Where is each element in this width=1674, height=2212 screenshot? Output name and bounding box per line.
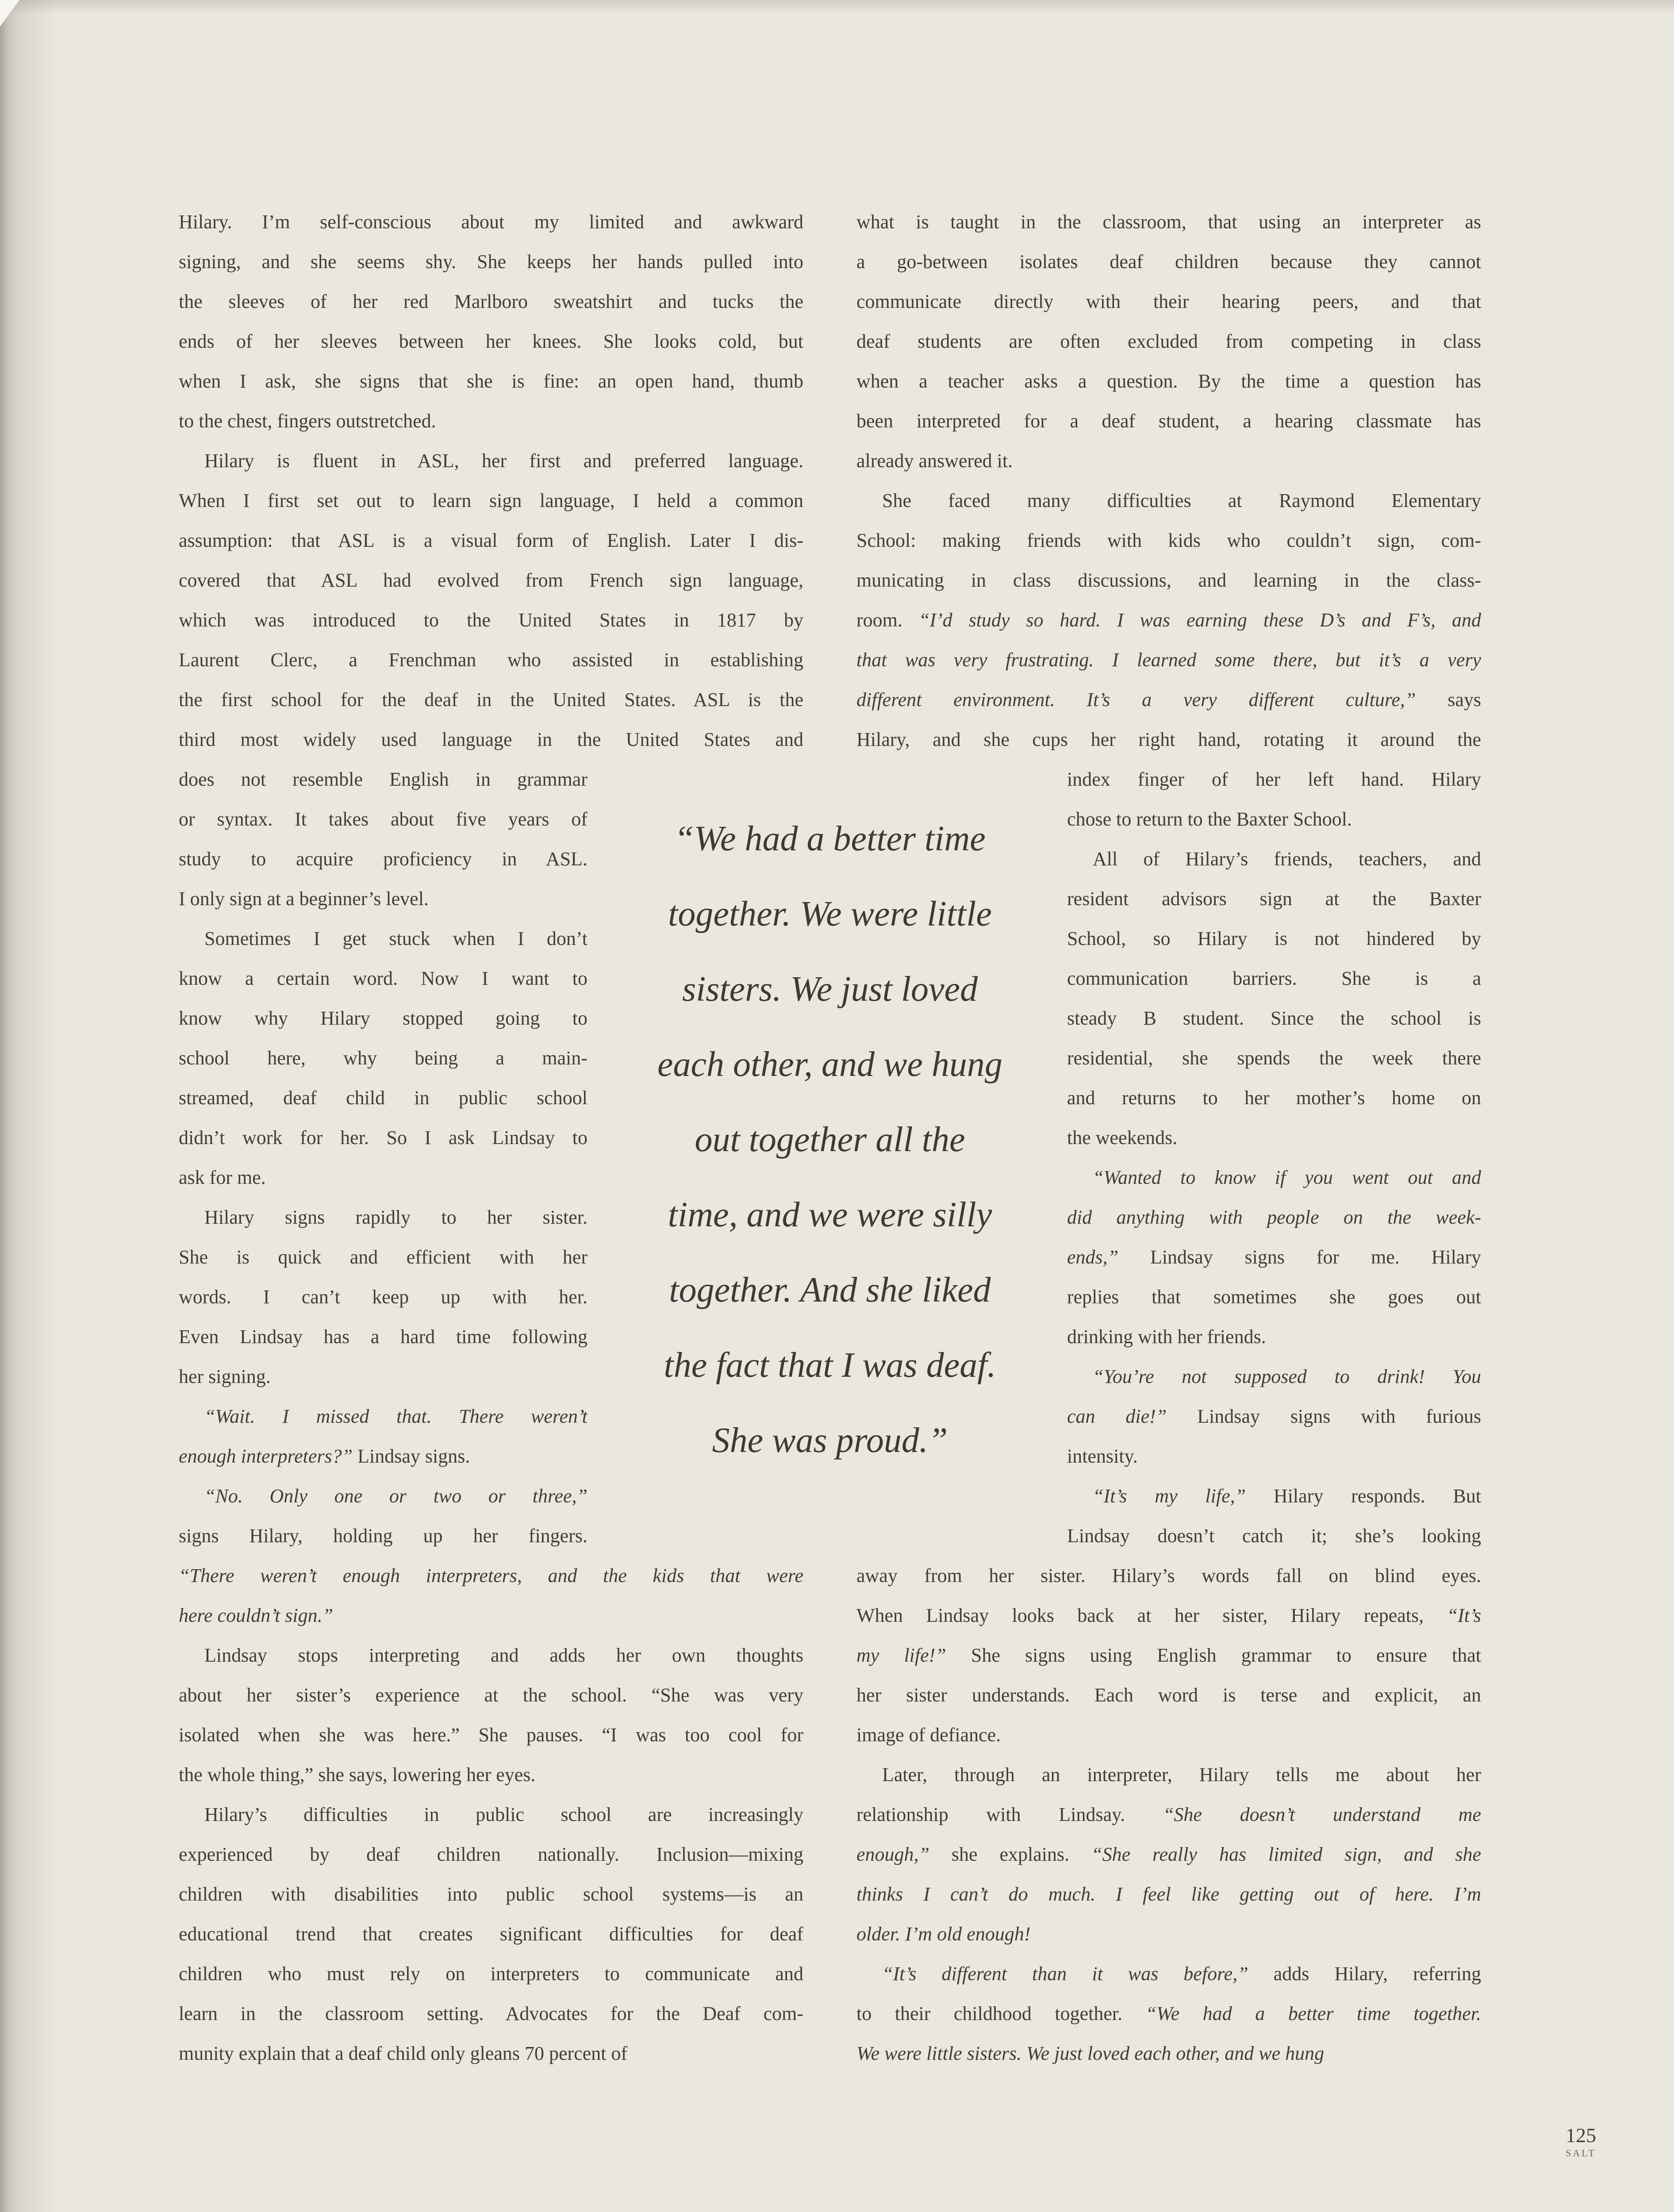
text-line [856, 441, 1481, 480]
text-run: the first school for the deaf in the United States. ASL is the [179, 688, 803, 710]
text-run: relationship with Lindsay. [856, 1803, 1163, 1825]
text-line [179, 1317, 587, 1356]
text-run-italic: enough interpreters?” [179, 1445, 353, 1467]
text-line [179, 1197, 587, 1237]
text-run: children with disabilities into public school systems—is an [179, 1883, 803, 1905]
text-line [179, 839, 587, 879]
text-line [856, 1675, 1481, 1715]
text-line [856, 1555, 1481, 1595]
text-line [856, 1715, 1481, 1755]
text-line [856, 1794, 1481, 1834]
text-line [856, 560, 1481, 600]
text-line [856, 1635, 1481, 1675]
text-run: School: making friends with kids who couldn’t sign, com- [856, 529, 1481, 551]
text-run-italic: here couldn’t sign.” [179, 1604, 334, 1626]
text-run: to their childhood together. [856, 2002, 1146, 2024]
text-line [856, 1834, 1481, 1874]
text-line [179, 1516, 587, 1555]
text-run: Lindsay signs with furious [1167, 1405, 1481, 1427]
text-line [179, 1555, 803, 1595]
text-line [856, 1755, 1481, 1794]
text-run: chose to return to the Baxter School. [1067, 808, 1352, 830]
text-line [179, 242, 803, 281]
text-run: the sleeves of her red Marlboro sweatshirt and tucks the [179, 290, 803, 312]
text-line [179, 1476, 587, 1516]
text-line [179, 441, 803, 480]
text-run: When I first set out to learn sign language, I held a common [179, 489, 803, 511]
text-run: Later, through an interpreter, Hilary tells me about her [882, 1763, 1481, 1786]
text-run: know a certain word. Now I want to [179, 967, 587, 989]
text-run: School, so Hilary is not hindered by [1067, 927, 1481, 949]
text-run: municating in class discussions, and learning in the class- [856, 569, 1481, 591]
text-line [179, 1794, 803, 1834]
pull-quote [584, 801, 1076, 1478]
text-run: didn’t work for her. So I ask Lindsay to [179, 1126, 587, 1148]
text-run: away from her sister. Hilary’s words fall on blind eyes. [856, 1564, 1481, 1586]
text-run: know why Hilary stopped going to [179, 1007, 587, 1029]
text-run: learn in the classroom setting. Advocates for the Deaf com- [179, 2002, 803, 2024]
text-run: residential, she spends the week there [1067, 1047, 1481, 1069]
text-line [856, 1914, 1481, 1954]
text-line [179, 1277, 587, 1317]
text-run: ask for me. [179, 1166, 266, 1188]
text-line [1067, 1476, 1481, 1516]
text-run-italic: “You’re not supposed to drink! You [1093, 1365, 1481, 1387]
text-run-italic: “We had a better time together. [1145, 2002, 1481, 2024]
text-run: Hilary’s difficulties in public school are increasingly [204, 1803, 803, 1825]
text-run: isolated when she was here.” She pauses. “I was too cool for [179, 1724, 803, 1746]
text-run: munity explain that a deaf child only gleans 70 percent of [179, 2042, 628, 2064]
text-line [179, 560, 803, 600]
text-line [179, 799, 587, 839]
text-run: She signs using English grammar to ensure that [946, 1644, 1481, 1666]
text-line [179, 1118, 587, 1157]
text-run-italic: ends,” [1067, 1246, 1119, 1268]
text-line [1067, 839, 1481, 879]
text-line [179, 520, 803, 560]
text-run: signs Hilary, holding up her fingers. [179, 1525, 587, 1547]
text-run: intensity. [1067, 1445, 1138, 1467]
text-run: deaf students are often excluded from competing in class [856, 330, 1481, 352]
text-line [1067, 1118, 1481, 1157]
text-run: Sometimes I get stuck when I don’t [204, 927, 587, 949]
text-line [856, 321, 1481, 361]
text-run-italic: different environment. It’s a very different culture,” [856, 688, 1416, 710]
text-run: All of Hilary’s friends, teachers, and [1093, 848, 1481, 870]
text-run: communication barriers. She is a [1067, 967, 1481, 989]
text-line [179, 480, 803, 520]
text-line [1067, 958, 1481, 998]
text-line [856, 202, 1481, 242]
text-run: educational trend that creates significant difficulties for deaf [179, 1923, 803, 1945]
text-run: when a teacher asks a question. By the time a question has [856, 370, 1481, 392]
text-line [1067, 1038, 1481, 1078]
text-run: Hilary. I’m self-conscious about my limited and awkward [179, 211, 803, 233]
text-run: experienced by deaf children nationally. Inclusion—mixing [179, 1843, 803, 1865]
text-line [179, 1675, 803, 1715]
text-line [856, 361, 1481, 401]
text-run: about her sister’s experience at the school. “She was very [179, 1684, 803, 1706]
text-run: image of defiance. [856, 1724, 1001, 1746]
text-run: Hilary is fluent in ASL, her first and preferred language. [204, 449, 803, 472]
text-run: children who must rely on interpreters to communicate and [179, 1962, 803, 1985]
scan-corner-sliver [0, 0, 19, 27]
text-run: steady B student. Since the school is [1067, 1007, 1481, 1029]
text-line [1067, 1078, 1481, 1118]
text-run: study to acquire proficiency in ASL. [179, 848, 587, 870]
text-line [1067, 1277, 1481, 1317]
pull-quote-line: together. We were little [668, 894, 992, 933]
text-line [179, 1715, 803, 1755]
text-run: Lindsay doesn’t catch it; she’s looking [1067, 1525, 1481, 1547]
text-line [179, 680, 803, 719]
pull-quote-line: sisters. We just loved [682, 969, 978, 1009]
text-run: Lindsay stops interpreting and adds her own thoughts [204, 1644, 803, 1666]
text-run-italic: older. I’m old enough! [856, 1923, 1031, 1945]
text-run: what is taught in the classroom, that using an interpreter as [856, 211, 1481, 233]
text-line [856, 719, 1481, 759]
text-line [856, 520, 1481, 560]
text-run: replies that sometimes she goes out [1067, 1286, 1481, 1308]
text-run: I only sign at a beginner’s level. [179, 887, 429, 910]
text-line [179, 1237, 587, 1277]
text-run: Hilary signs rapidly to her sister. [204, 1206, 587, 1228]
text-line [856, 1954, 1481, 1993]
pull-quote-line: time, and we were silly [668, 1194, 992, 1234]
text-run-italic: my life!” [856, 1644, 946, 1666]
text-line [856, 640, 1481, 680]
text-line [179, 1834, 803, 1874]
pull-quote-line: together. And she liked [669, 1270, 991, 1310]
text-line [179, 759, 587, 799]
text-line [179, 879, 587, 918]
folio [1566, 2124, 1596, 2159]
text-run-italic: “It’s [1447, 1604, 1481, 1626]
text-run-italic: “It’s my life,” [1093, 1485, 1246, 1507]
text-line [179, 1157, 587, 1197]
text-run: her signing. [179, 1365, 271, 1387]
text-run: She is quick and efficient with her [179, 1246, 587, 1268]
text-run-italic: did anything with people on the week- [1067, 1206, 1481, 1228]
text-line [179, 1993, 803, 2033]
text-run: does not resemble English in grammar [179, 768, 587, 790]
text-run-italic: “Wanted to know if you went out and [1093, 1166, 1481, 1188]
text-line [1067, 1516, 1481, 1555]
text-run-italic: enough,” [856, 1843, 929, 1865]
text-line [856, 1874, 1481, 1914]
scan-edge-shadow-left [0, 0, 57, 2212]
text-run: school here, why being a main- [179, 1047, 587, 1069]
text-run-italic: thinks I can’t do much. I feel like getting out of here. I’m [856, 1883, 1481, 1905]
text-run: she explains. [929, 1843, 1092, 1865]
text-line [179, 918, 587, 958]
text-run: which was introduced to the United States in 1817 by [179, 609, 803, 631]
text-run-italic: “There weren’t enough interpreters, and the kids that were [179, 1564, 803, 1586]
text-line [856, 242, 1481, 281]
pull-quote-line: out together all the [695, 1119, 965, 1159]
text-run: Lindsay signs for me. Hilary [1118, 1246, 1481, 1268]
text-run: already answered it. [856, 449, 1013, 472]
text-run: drinking with her friends. [1067, 1325, 1266, 1348]
text-line [179, 1396, 587, 1436]
text-run: ends of her sleeves between her knees. She looks cold, but [179, 330, 803, 352]
text-line [179, 1595, 803, 1635]
text-line [1067, 1197, 1481, 1237]
text-run: the whole thing,” she says, lowering her eyes. [179, 1763, 536, 1786]
text-run: Hilary responds. But [1246, 1485, 1481, 1507]
text-run: words. I can’t keep up with her. [179, 1286, 587, 1308]
text-line [856, 680, 1481, 719]
text-run: When Lindsay looks back at her sister, Hilary repeats, [856, 1604, 1447, 1626]
text-run: a go-between isolates deaf children because they cannot [856, 250, 1481, 273]
text-line [179, 1635, 803, 1675]
text-run: streamed, deaf child in public school [179, 1087, 587, 1109]
text-run-italic: “Wait. I missed that. There weren’t [204, 1405, 587, 1427]
text-line [179, 1914, 803, 1954]
text-run-italic: “No. Only one or two or three,” [204, 1485, 587, 1507]
text-run: assumption: that ASL is a visual form of English. Later I dis- [179, 529, 803, 551]
text-run: index finger of her left hand. Hilary [1067, 768, 1481, 790]
text-line [179, 958, 587, 998]
text-run: the weekends. [1067, 1126, 1178, 1148]
text-run: when I ask, she signs that she is fine: an open hand, thumb [179, 370, 803, 392]
text-line [1067, 1237, 1481, 1277]
text-line [1067, 799, 1481, 839]
text-line [856, 281, 1481, 321]
text-run: and returns to her mother’s home on [1067, 1087, 1481, 1109]
text-run: signing, and she seems shy. She keeps her hands pulled into [179, 250, 803, 273]
text-run-italic: “It’s different than it was before,” [882, 1962, 1248, 1985]
text-run: communicate directly with their hearing peers, and that [856, 290, 1481, 312]
text-run-italic: that was very frustrating. I learned some there, but it’s a very [856, 649, 1481, 671]
text-line [179, 640, 803, 680]
text-line [179, 1038, 587, 1078]
text-line [179, 281, 803, 321]
text-line [179, 1356, 587, 1396]
text-run: Even Lindsay has a hard time following [179, 1325, 587, 1348]
text-run: covered that ASL had evolved from French sign language, [179, 569, 803, 591]
text-run: Hilary, and she cups her right hand, rotating it around the [856, 728, 1481, 750]
text-line [179, 998, 587, 1038]
text-line [856, 401, 1481, 441]
text-run: or syntax. It takes about five years of [179, 808, 587, 830]
text-line [1067, 918, 1481, 958]
text-line [179, 361, 803, 401]
text-line [179, 202, 803, 242]
text-line [179, 1078, 587, 1118]
text-line [179, 401, 803, 441]
text-line [856, 1993, 1481, 2033]
text-line [179, 321, 803, 361]
text-run-italic: can die!” [1067, 1405, 1167, 1427]
pull-quote-line: the fact that I was deaf. [664, 1345, 996, 1385]
pull-quote-line: She was proud.” [712, 1420, 948, 1460]
page-number: 125 [1566, 2124, 1596, 2147]
text-line [856, 1595, 1481, 1635]
imprint-label: SALT [1566, 2148, 1596, 2159]
text-line [1067, 1317, 1481, 1356]
text-line [1067, 1356, 1481, 1396]
text-run-italic: We were little sisters. We just loved each other, and we hung [856, 2042, 1325, 2064]
text-line [179, 1874, 803, 1914]
text-run: She faced many difficulties at Raymond Elementary [882, 489, 1481, 511]
text-run: Lindsay signs. [353, 1445, 470, 1467]
text-run: her sister understands. Each word is terse and explicit, an [856, 1684, 1481, 1706]
text-run: says [1416, 688, 1481, 710]
text-line [179, 719, 803, 759]
text-line [1067, 1396, 1481, 1436]
pull-quote-line: each other, and we hung [657, 1044, 1002, 1084]
text-run: Laurent Clerc, a Frenchman who assisted in establishing [179, 649, 803, 671]
text-line [1067, 759, 1481, 799]
text-line [1067, 1157, 1481, 1197]
text-line [1067, 998, 1481, 1038]
text-line [179, 1436, 587, 1476]
text-line [179, 1954, 803, 1993]
text-line [856, 480, 1481, 520]
text-line [179, 2033, 803, 2073]
text-line [856, 600, 1481, 640]
text-run: to the chest, fingers outstretched. [179, 410, 436, 432]
text-line [856, 2033, 1481, 2073]
text-line [179, 600, 803, 640]
text-line [1067, 879, 1481, 918]
pull-quote-line: “We had a better time [674, 818, 986, 858]
text-run: resident advisors sign at the Baxter [1067, 887, 1481, 910]
text-run: third most widely used language in the United States and [179, 728, 803, 750]
text-line [1067, 1436, 1481, 1476]
text-run: been interpreted for a deaf student, a hearing classmate has [856, 410, 1481, 432]
text-run-italic: “She doesn’t understand me [1163, 1803, 1481, 1825]
text-run: adds Hilary, referring [1248, 1962, 1481, 1985]
text-run-italic: “I’d study so hard. I was earning these D’s and F’s, and [918, 609, 1481, 631]
scan-edge-shadow-top [0, 0, 1674, 14]
text-run: room. [856, 609, 919, 631]
text-run-italic: “She really has limited sign, and she [1091, 1843, 1481, 1865]
text-line [179, 1755, 803, 1794]
